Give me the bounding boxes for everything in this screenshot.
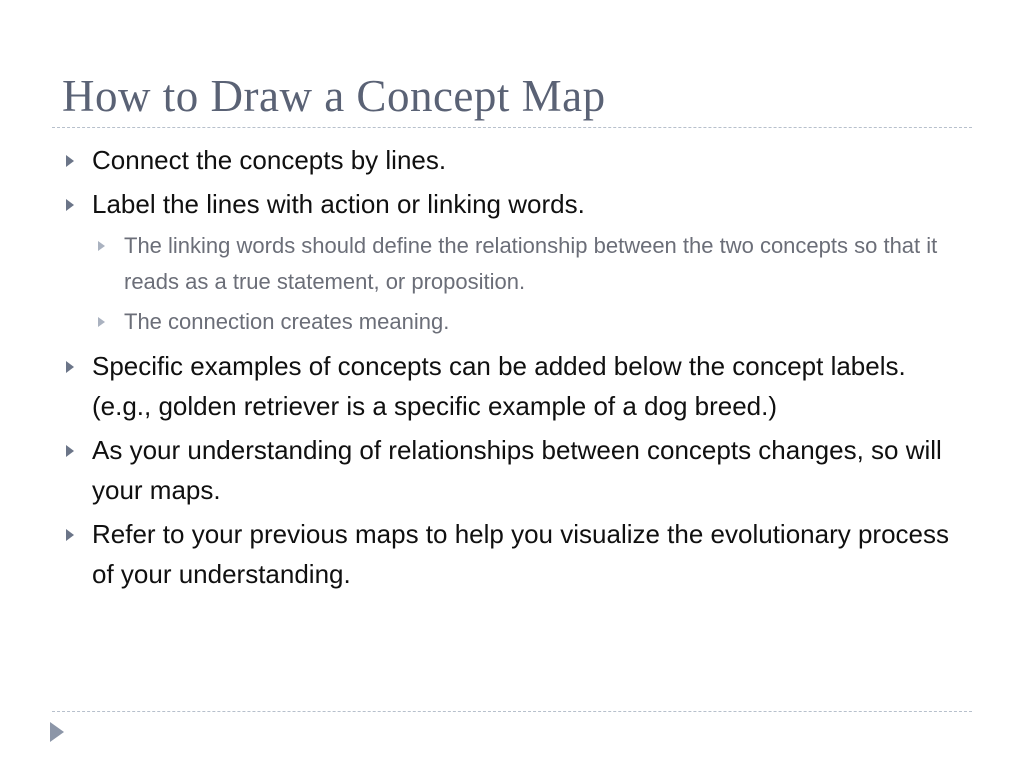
bullet-item	[62, 430, 967, 510]
bullet-text: As your understanding of relationships between concepts changes, so will your maps.	[92, 435, 942, 505]
bullet-text: Specific examples of concepts can be added below the concept labels. (e.g., golden retriever is a specific example of a dog breed.)	[92, 351, 906, 421]
bullet-list	[62, 140, 967, 598]
sub-bullet-arrow-icon	[98, 241, 105, 251]
sub-bullet-item	[94, 228, 967, 300]
bullet-item	[62, 514, 967, 594]
sub-bullet-arrow-icon	[98, 317, 105, 327]
sub-bullet-text: The linking words should define the relationship between the two concepts so that it reads as a true statement, or proposition.	[124, 233, 938, 294]
sub-bullet-text: The connection creates meaning.	[124, 309, 450, 334]
sub-bullet-item	[94, 304, 967, 340]
slide-title: How to Draw a Concept Map	[62, 71, 606, 121]
bullet-arrow-icon	[66, 155, 74, 167]
bullet-text: Label the lines with action or linking words.	[92, 189, 585, 219]
bullet-text: Connect the concepts by lines.	[92, 145, 447, 175]
bullet-arrow-icon	[66, 445, 74, 457]
bullet-arrow-icon	[66, 529, 74, 541]
bullet-arrow-icon	[66, 361, 74, 373]
bullet-item	[62, 346, 967, 426]
bullet-item	[62, 184, 967, 224]
title-divider	[52, 127, 972, 128]
bullet-item	[62, 140, 967, 180]
play-triangle-icon[interactable]	[50, 722, 64, 742]
bullet-arrow-icon	[66, 199, 74, 211]
footer-divider	[52, 711, 972, 712]
bullet-text: Refer to your previous maps to help you visualize the evolutionary process of your understanding.	[92, 519, 949, 589]
